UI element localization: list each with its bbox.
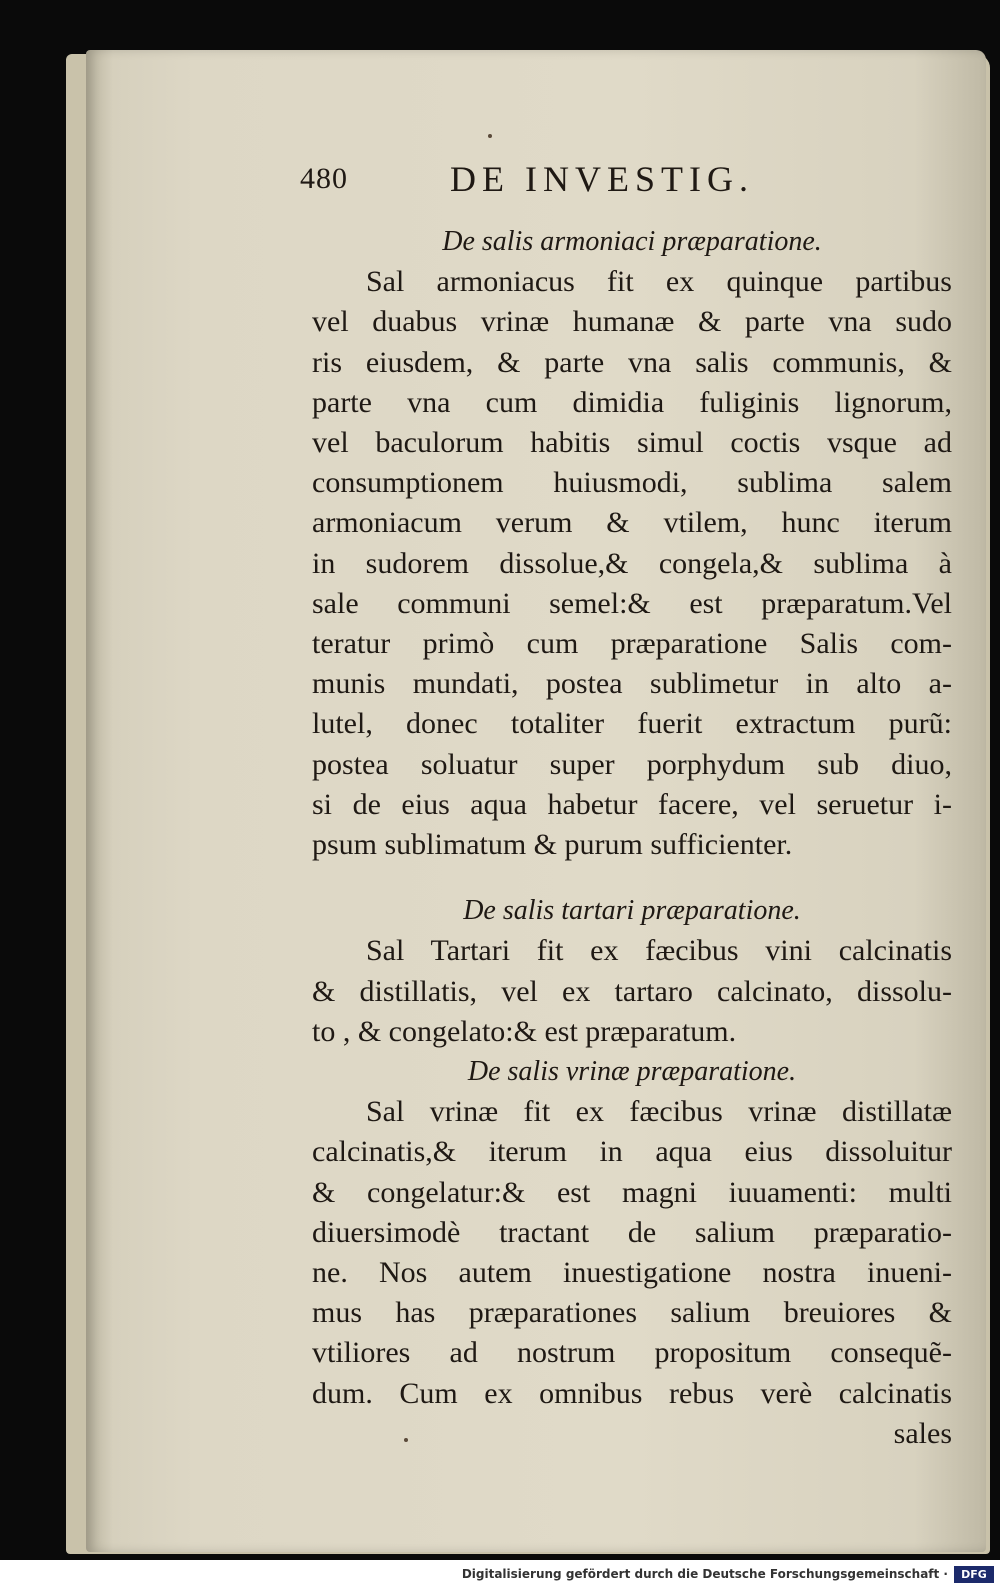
section-heading: De salis tartari præparatione. xyxy=(463,895,801,927)
text-line: calcinatis,& iterum in aqua eius dissoluitur xyxy=(312,1135,952,1169)
text-line: dum. Cum ex omnibus rebus verè calcinatis xyxy=(312,1376,952,1410)
text-line: munis mundati, postea sublimetur in alto a- xyxy=(312,667,952,701)
text-line: psum sublimatum & purum sufficienter. xyxy=(312,828,793,862)
section-gap xyxy=(312,865,952,891)
text-line: in sudorem dissolue,& congela,& sublima à xyxy=(312,546,952,580)
text-line: & distillatis, vel ex tartaro calcinato, dissolu- xyxy=(312,974,952,1008)
funding-credit: Digitalisierung gefördert durch die Deutsche Forschungsgemeinschaft · xyxy=(461,1567,948,1581)
text-line: vel duabus vrinæ humanæ & parte vna sudo xyxy=(312,305,952,339)
text-line: teratur primò cum præparatione Salis com- xyxy=(312,627,952,661)
dfg-logo[interactable]: DFG xyxy=(954,1566,994,1583)
section-heading: De salis armoniaci præparatione. xyxy=(442,226,822,257)
section-heading: De salis vrinæ præparatione. xyxy=(467,1056,797,1088)
text-line: ne. Nos autem inuestigatione nostra inueni- xyxy=(312,1256,952,1290)
text-line: consumptionem huiusmodi, sublima salem xyxy=(312,466,952,500)
text-line: & congelatur:& est magni iuuamenti: multi xyxy=(312,1175,952,1209)
text-line: parte vna cum dimidia fuliginis lignorum, xyxy=(312,385,952,419)
text-line: Sal Tartari fit ex fæcibus vini calcinatis xyxy=(366,934,952,968)
text-line: mus has præparationes salium breuiores & xyxy=(312,1296,952,1330)
text-block xyxy=(312,222,952,1454)
text-line: to , & congelato:& est præparatum. xyxy=(312,1014,737,1048)
text-line: postea soluatur super porphydum sub diuo, xyxy=(312,747,952,781)
catchword: sales xyxy=(893,1416,952,1450)
text-line: ris eiusdem, & parte vna salis communis, & xyxy=(312,345,952,379)
text-line: sale communi semel:& est præparatum.Vel xyxy=(312,586,952,620)
digitization-footer xyxy=(0,1560,1000,1590)
text-line: vel baculorum habitis simul coctis vsque ad xyxy=(312,426,952,460)
text-line: armoniacum verum & vtilem, hunc iterum xyxy=(312,506,952,540)
page-number: 480 xyxy=(300,162,348,195)
text-line: lutel, donec totaliter fuerit extractum purũ: xyxy=(312,707,952,741)
text-line: Sal armoniacus fit ex quinque partibus xyxy=(366,265,952,299)
page-header xyxy=(300,158,860,202)
text-line: si de eius aqua habetur facere, vel seruetur i- xyxy=(312,787,952,821)
text-line: diuersimodè tractant de salium præparatio- xyxy=(312,1215,952,1249)
text-line: Sal vrinæ fit ex fæcibus vrinæ distillatæ xyxy=(366,1095,952,1129)
running-head: DE INVESTIG. xyxy=(450,159,754,199)
ink-speck xyxy=(488,134,492,138)
text-line: vtiliores ad nostrum propositum consequẽ- xyxy=(312,1336,952,1370)
